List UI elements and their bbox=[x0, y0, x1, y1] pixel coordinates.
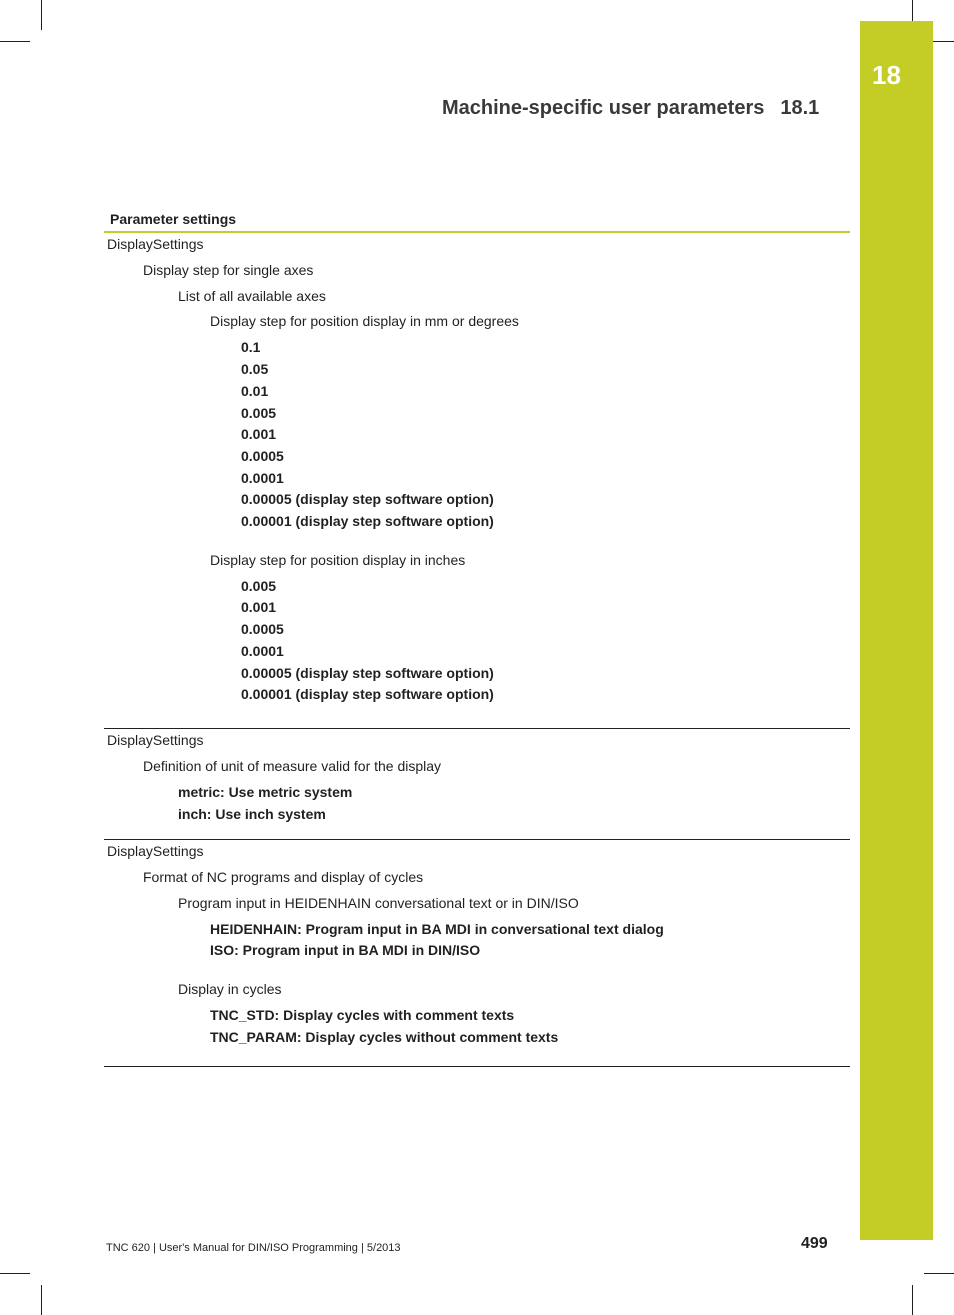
value-item: 0.005 bbox=[241, 578, 277, 594]
value-item: 0.01 bbox=[241, 383, 269, 399]
value-item: 0.05 bbox=[241, 361, 269, 377]
row-divider bbox=[104, 839, 850, 840]
group-label: DisplaySettings bbox=[107, 732, 204, 748]
group-label: DisplaySettings bbox=[107, 843, 204, 859]
value-item: 0.00001 (display step software option) bbox=[241, 686, 494, 702]
table-heading-rule bbox=[104, 231, 850, 233]
running-head bbox=[442, 97, 819, 120]
value-item: 0.0005 bbox=[241, 448, 284, 464]
param-label: Format of NC programs and display of cycles bbox=[143, 869, 424, 885]
param-label: Display step for single axes bbox=[143, 262, 314, 278]
value-item: 0.00001 (display step software option) bbox=[241, 513, 494, 529]
running-head-title: Machine-specific user parameters bbox=[442, 97, 765, 119]
param-label: Display step for position display in inches bbox=[210, 552, 466, 568]
param-label: Definition of unit of measure valid for the display bbox=[143, 758, 442, 774]
table-heading: Parameter settings bbox=[110, 211, 237, 227]
running-head-section: 18.1 bbox=[780, 97, 820, 119]
param-label: Display in cycles bbox=[178, 981, 282, 997]
value-item: 0.001 bbox=[241, 426, 277, 442]
param-label: List of all available axes bbox=[178, 288, 326, 304]
crop-mark bbox=[924, 1273, 954, 1274]
crop-mark bbox=[912, 1285, 913, 1315]
row-divider bbox=[104, 728, 850, 729]
value-item: 0.005 bbox=[241, 405, 277, 421]
chapter-number: 18 bbox=[872, 60, 901, 90]
page-number: 499 bbox=[801, 1235, 828, 1252]
value-item: TNC_PARAM: Display cycles without comment texts bbox=[210, 1029, 559, 1045]
value-item: 0.1 bbox=[241, 339, 261, 355]
crop-mark bbox=[41, 0, 42, 30]
crop-mark bbox=[0, 1273, 30, 1274]
value-item: 0.001 bbox=[241, 599, 277, 615]
chapter-tab bbox=[860, 21, 933, 1240]
value-item: 0.00005 (display step software option) bbox=[241, 665, 494, 681]
value-item: TNC_STD: Display cycles with comment texts bbox=[210, 1007, 515, 1023]
crop-mark bbox=[0, 41, 30, 42]
value-item: 0.0001 bbox=[241, 643, 284, 659]
crop-mark bbox=[41, 1285, 42, 1315]
value-item: inch: Use inch system bbox=[178, 806, 326, 822]
group-label: DisplaySettings bbox=[107, 236, 204, 252]
row-divider bbox=[104, 1066, 850, 1067]
value-item: 0.0005 bbox=[241, 621, 284, 637]
footer-text: TNC 620 | User's Manual for DIN/ISO Programming | 5/2013 bbox=[106, 1242, 401, 1254]
param-label: Program input in HEIDENHAIN conversational text or in DIN/ISO bbox=[178, 895, 579, 911]
value-item: metric: Use metric system bbox=[178, 784, 353, 800]
value-item: 0.0001 bbox=[241, 470, 284, 486]
value-item: 0.00005 (display step software option) bbox=[241, 491, 494, 507]
value-item: ISO: Program input in BA MDI in DIN/ISO bbox=[210, 942, 481, 958]
param-label: Display step for position display in mm or degrees bbox=[210, 313, 519, 329]
value-item: HEIDENHAIN: Program input in BA MDI in conversational text dialog bbox=[210, 921, 664, 937]
